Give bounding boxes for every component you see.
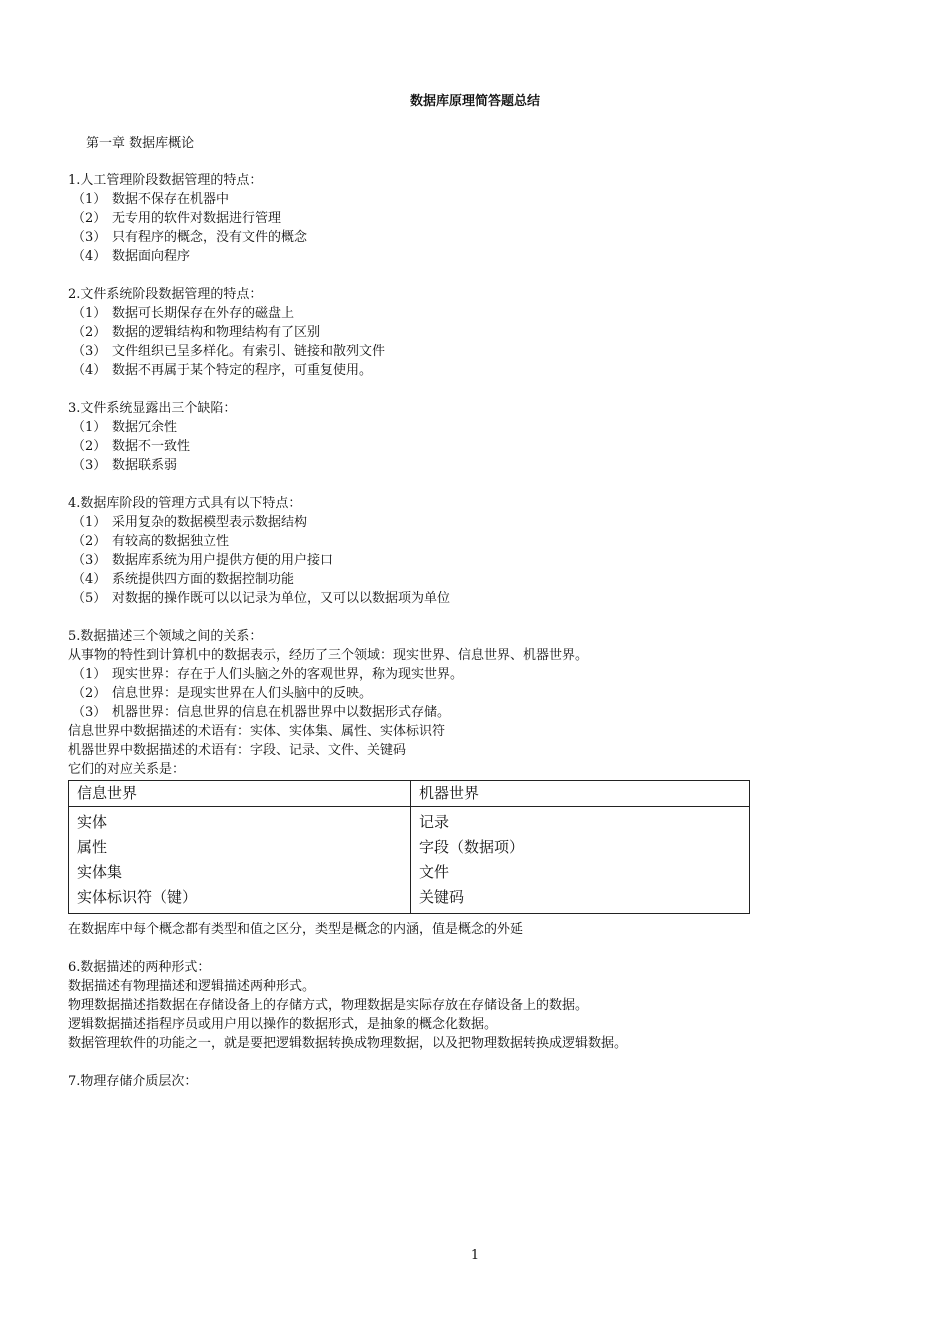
section-6 [68, 958, 888, 1053]
list-item [68, 228, 888, 247]
item-text: 数据冗余性 [112, 420, 178, 435]
item-text: 数据库系统为用户提供方便的用户接口 [112, 553, 334, 568]
item-text: 机器世界：信息世界的信息在机器世界中以数据形式存储。 [112, 705, 451, 720]
section-heading: 5.数据描述三个领域之间的关系： [68, 629, 263, 644]
item-number: （1） [72, 306, 107, 321]
item-text: 数据不保存在机器中 [112, 192, 230, 207]
list-item [68, 570, 888, 589]
section-1 [68, 171, 888, 266]
item-text: 数据不再属于某个特定的程序，可重复使用。 [112, 363, 373, 378]
item-text: 数据面向程序 [112, 249, 191, 264]
list-item [68, 323, 888, 342]
item-text: 有较高的数据独立性 [112, 534, 230, 549]
list-item [68, 532, 888, 551]
cell-value: 记录 [419, 813, 450, 831]
item-number: （1） [72, 667, 107, 682]
list-item [68, 703, 888, 722]
item-text: 对数据的操作既可以以记录为单位，又可以以数据项为单位 [112, 591, 451, 606]
page-number: 1 [470, 1248, 480, 1263]
item-number: （2） [72, 439, 107, 454]
paragraph: 它们的对应关系是： [68, 762, 186, 777]
item-number: （4） [72, 572, 107, 587]
section-7 [68, 1072, 888, 1091]
list-item [68, 551, 888, 570]
item-number: （3） [72, 553, 107, 568]
list-item [68, 589, 888, 608]
section-heading: 7.物理存储介质层次： [68, 1074, 198, 1089]
item-number: （3） [72, 458, 107, 473]
item-number: （5） [72, 591, 107, 606]
section-heading: 2.文件系统阶段数据管理的特点： [68, 287, 263, 302]
item-number: （2） [72, 211, 107, 226]
cell-value: 字段（数据项） [419, 838, 525, 856]
list-item [68, 665, 888, 684]
table-header: 信息世界 [69, 781, 411, 807]
item-number: （2） [72, 325, 107, 340]
list-item [68, 684, 888, 703]
list-item [68, 304, 888, 323]
table-cell-machine-world [411, 807, 750, 914]
list-item [68, 418, 888, 437]
document-content [68, 171, 888, 1110]
section-heading: 4.数据库阶段的管理方式具有以下特点： [68, 496, 302, 511]
section-4 [68, 494, 888, 608]
item-text: 信息世界：是现实世界在人们头脑中的反映。 [112, 686, 373, 701]
paragraph: 从事物的特性到计算机中的数据表示，经历了三个领域：现实世界、信息世界、机器世界。 [68, 648, 589, 663]
cell-value: 关键码 [419, 888, 465, 906]
item-number: （4） [72, 363, 107, 378]
item-text: 系统提供四方面的数据控制功能 [112, 572, 295, 587]
item-number: （4） [72, 249, 107, 264]
table-cell-info-world [69, 807, 411, 914]
item-text: 数据不一致性 [112, 439, 191, 454]
cell-value: 实体标识符（键） [77, 888, 198, 906]
paragraph: 数据描述有物理描述和逻辑描述两种形式。 [68, 979, 316, 994]
section-heading: 1.人工管理阶段数据管理的特点： [68, 173, 263, 188]
section-heading: 3.文件系统显露出三个缺陷： [68, 401, 237, 416]
list-item [68, 190, 888, 209]
item-text: 数据可长期保存在外存的磁盘上 [112, 306, 295, 321]
list-item [68, 209, 888, 228]
item-number: （1） [72, 515, 107, 530]
section-2 [68, 285, 888, 380]
item-number: （1） [72, 192, 107, 207]
item-text: 无专用的软件对数据进行管理 [112, 211, 282, 226]
list-item [68, 513, 888, 532]
cell-value: 属性 [77, 838, 108, 856]
paragraph: 机器世界中数据描述的术语有：字段、记录、文件、关键码 [68, 743, 407, 758]
cell-value: 实体集 [77, 863, 123, 881]
list-item [68, 437, 888, 456]
item-number: （1） [72, 420, 107, 435]
item-number: （2） [72, 686, 107, 701]
item-text: 数据联系弱 [112, 458, 178, 473]
section-3 [68, 399, 888, 475]
document-title: 数据库原理简答题总结 [409, 94, 540, 109]
list-item [68, 361, 888, 380]
cell-value: 文件 [419, 863, 450, 881]
table-row [69, 807, 750, 914]
correspondence-table [68, 780, 750, 914]
item-text: 数据的逻辑结构和物理结构有了区别 [112, 325, 321, 340]
section-heading: 6.数据描述的两种形式： [68, 960, 211, 975]
cell-value: 实体 [77, 813, 108, 831]
item-text: 现实世界：存在于人们头脑之外的客观世界，称为现实世界。 [112, 667, 464, 682]
item-number: （3） [72, 705, 107, 720]
item-number: （2） [72, 534, 107, 549]
list-item [68, 342, 888, 361]
list-item [68, 456, 888, 475]
chapter-heading: 第一章 数据库概论 [86, 136, 195, 151]
section-5 [68, 627, 888, 939]
paragraph: 逻辑数据描述指程序员或用户用以操作的数据形式，是抽象的概念化数据。 [68, 1017, 498, 1032]
item-text: 采用复杂的数据模型表示数据结构 [112, 515, 308, 530]
item-number: （3） [72, 344, 107, 359]
table-header-row [69, 781, 750, 807]
item-text: 只有程序的概念，没有文件的概念 [112, 230, 308, 245]
paragraph: 在数据库中每个概念都有类型和值之区分，类型是概念的内涵，值是概念的外延 [68, 922, 524, 937]
paragraph: 数据管理软件的功能之一，就是要把逻辑数据转换成物理数据，以及把物理数据转换成逻辑数据。 [68, 1036, 628, 1051]
item-text: 文件组织已呈多样化。有索引、链接和散列文件 [112, 344, 386, 359]
table-header: 机器世界 [411, 781, 750, 807]
item-number: （3） [72, 230, 107, 245]
paragraph: 信息世界中数据描述的术语有：实体、实体集、属性、实体标识符 [68, 724, 446, 739]
list-item [68, 247, 888, 266]
paragraph: 物理数据描述指数据在存储设备上的存储方式，物理数据是实际存放在存储设备上的数据。 [68, 998, 589, 1013]
